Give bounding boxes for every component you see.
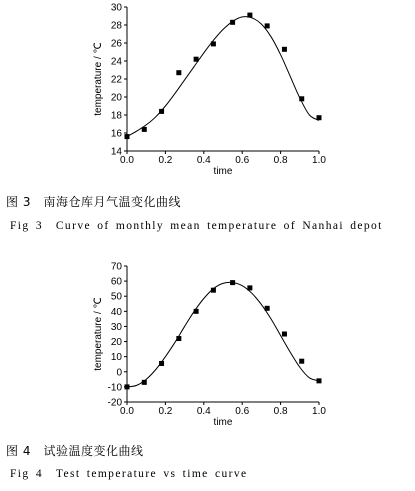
- data-point: [211, 41, 216, 46]
- figure-4-caption-zh: 图 4 试验温度变化曲线: [6, 444, 144, 458]
- y-tick-label: 0: [116, 367, 122, 379]
- y-tick-label: 30: [110, 2, 122, 14]
- data-point: [282, 47, 287, 52]
- data-point: [125, 134, 130, 139]
- data-point: [299, 359, 304, 364]
- data-point: [159, 109, 164, 114]
- y-tick-label: 30: [110, 321, 122, 333]
- x-tick-label: 1.0: [312, 155, 326, 166]
- data-point: [142, 127, 147, 132]
- y-tick-label: -10: [107, 382, 122, 394]
- y-tick-label: 50: [110, 291, 122, 303]
- data-point: [159, 361, 164, 366]
- y-tick-label: 16: [110, 128, 122, 140]
- y-tick-label: 26: [110, 38, 122, 50]
- y-tick-label: 22: [110, 74, 122, 86]
- x-tick-label: 0.0: [120, 406, 134, 417]
- y-tick-label: 60: [110, 276, 122, 288]
- data-point: [247, 285, 252, 290]
- y-tick-label: 40: [110, 306, 122, 318]
- fit-curve-line: [127, 17, 319, 137]
- x-axis-title: time: [213, 166, 233, 177]
- data-point: [282, 332, 287, 337]
- figure-3-caption-zh: 图 3 南海仓库月气温变化曲线: [6, 195, 181, 209]
- y-axis-title: temperature / ℃: [93, 42, 104, 116]
- chart-monthly-temperature: [0, 0, 415, 190]
- y-tick-label: 10: [110, 352, 122, 364]
- x-tick-label: 0.6: [235, 155, 250, 166]
- y-tick-label: 20: [110, 337, 122, 349]
- y-axis-title: temperature / ℃: [93, 297, 104, 371]
- data-point: [265, 23, 270, 28]
- y-tick-label: 28: [110, 20, 122, 32]
- data-point: [176, 336, 181, 341]
- x-tick-label: 0.4: [196, 155, 211, 166]
- data-point: [299, 96, 304, 101]
- x-tick-label: 0.8: [273, 406, 288, 417]
- data-point: [265, 306, 270, 311]
- data-point: [176, 70, 181, 75]
- x-tick-label: 0.2: [158, 155, 173, 166]
- y-tick-label: 20: [110, 92, 122, 104]
- data-point: [125, 384, 130, 389]
- data-point: [194, 57, 199, 62]
- data-point: [230, 280, 235, 285]
- x-tick-label: 0.2: [158, 406, 173, 417]
- y-tick-label: 18: [110, 110, 122, 122]
- y-tick-label: 14: [110, 146, 122, 158]
- data-point: [317, 378, 322, 383]
- x-tick-label: 0.8: [273, 155, 288, 166]
- chart-test-temperature: [0, 252, 415, 437]
- x-tick-label: 1.0: [312, 406, 326, 417]
- data-point: [317, 115, 322, 120]
- y-tick-label: -20: [107, 397, 122, 409]
- x-axis-title: time: [213, 417, 233, 428]
- data-point: [194, 309, 199, 314]
- figure-4-caption-en: Fig 4 Test temperature vs time curve: [10, 468, 248, 480]
- data-point: [211, 288, 216, 293]
- x-tick-label: 0.6: [235, 406, 250, 417]
- data-point: [247, 13, 252, 18]
- y-tick-label: 70: [110, 261, 122, 273]
- x-tick-label: 0.0: [120, 155, 134, 166]
- figure-3-caption-en: Fig 3 Curve of monthly mean temperature of Nanhai depot: [10, 220, 383, 232]
- data-point: [142, 380, 147, 385]
- fit-curve-line: [127, 282, 319, 386]
- y-tick-label: 24: [110, 56, 122, 68]
- x-tick-label: 0.4: [196, 406, 211, 417]
- data-point: [230, 20, 235, 25]
